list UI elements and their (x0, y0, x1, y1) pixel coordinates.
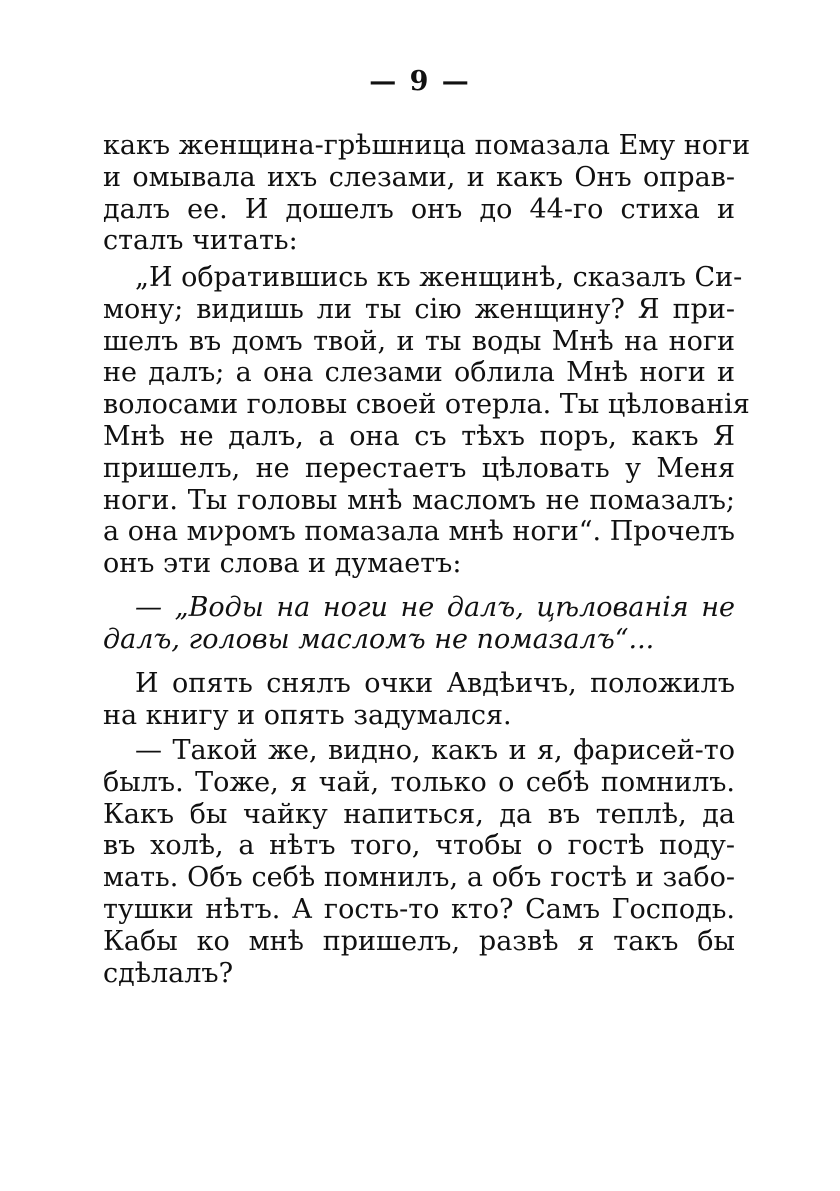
text-line: И опять снялъ очки Авдѣичъ, положилъ (135, 668, 735, 699)
text-line: сдѣлалъ? (103, 957, 234, 989)
text-line: пришелъ, не перестаетъ цѣловать у Меня (103, 452, 735, 484)
text-line: ноги. Ты головы мнѣ масломъ не помазалъ; (103, 484, 735, 516)
text-line: Кабы ко мнѣ пришелъ, развѣ я такъ бы (103, 925, 735, 957)
text-line: какъ женщина-грѣшница помазала Ему ноги (103, 130, 751, 161)
text-line: мону; видишь ли ты сію женщину? Я при- (103, 293, 735, 325)
text-line: и омывала ихъ слезами, и какъ Онъ оправ- (103, 161, 735, 193)
text-line: Какъ бы чайку напиться, да въ теплѣ, да (103, 798, 735, 830)
text-line: волосами головы своей отерла. Ты цѣлованія (103, 389, 750, 421)
text-line: „И обратившись къ женщинѣ, сказалъ Си- (135, 262, 743, 293)
text-line: мать. Объ себѣ помнилъ, а объ гостѣ и забо- (103, 862, 735, 894)
text-line: въ холѣ, а нѣтъ того, чтобы о гостѣ поду- (103, 830, 735, 862)
text-line: былъ. Тоже, я чай, только о себѣ помнилъ. (103, 766, 735, 798)
paragraph-4 (103, 668, 735, 732)
paragraph-3-quote (103, 592, 735, 656)
text-line: на книгу и опять задумался. (103, 699, 512, 731)
paragraph-2 (103, 262, 750, 580)
paragraph-5 (103, 735, 735, 989)
text-line: шелъ въ домъ твой, и ты воды Мнѣ на ноги (103, 325, 735, 357)
text-line: онъ эти слова и думаетъ: (103, 548, 462, 580)
text-line: сталъ читать: (103, 225, 298, 257)
text-line: — „Воды на ноги не далъ, цѣлованія не (135, 592, 735, 623)
text-line: не далъ; а она слезами облила Мнѣ ноги и (103, 357, 735, 389)
text-line: далъ, головы масломъ не помазалъ“... (103, 623, 655, 655)
page-number: — 9 — (369, 66, 471, 97)
text-line: далъ ее. И дошелъ онъ до 44-го стиха и (103, 193, 735, 225)
text-line: тушки нѣтъ. А гость-то кто? Самъ Господь. (103, 893, 735, 925)
text-line: — Такой же, видно, какъ и я, фарисей-то (135, 735, 735, 766)
paragraph-1 (103, 130, 751, 257)
text-line: Мнѣ не далъ, а она съ тѣхъ поръ, какъ Я (103, 420, 735, 452)
text-line: а она мνромъ помазала мнѣ ноги“. Прочелъ (103, 516, 735, 548)
